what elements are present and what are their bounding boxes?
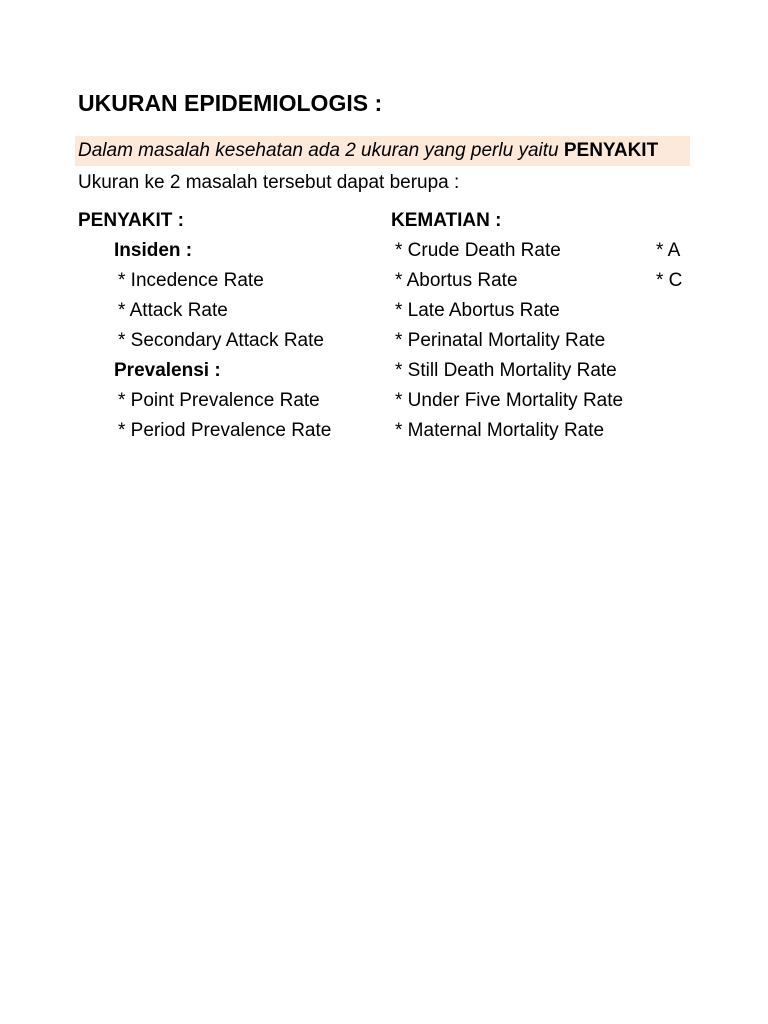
list-item: * C [656,270,683,291]
intro-highlighted-line [75,136,690,166]
intro-text: Dalam masalah kesehatan ada 2 ukuran yang perlu yaitu [78,140,564,161]
list-item: * Under Five Mortality Rate [395,390,624,411]
list-item: * Point Prevalence Rate [118,390,320,411]
page-title: UKURAN EPIDEMIOLOGIS : [78,90,383,116]
prevalensi-label: Prevalensi : [114,360,221,381]
list-item: * Abortus Rate [395,270,518,291]
list-item: * Still Death Mortality Rate [395,360,617,381]
list-item: * Incedence Rate [118,270,264,291]
list-item: * A [656,240,681,261]
third-column-spacer [656,206,682,236]
list-item: * Late Abortus Rate [395,300,560,321]
insiden-label: Insiden : [114,240,193,261]
penyakit-column [78,206,331,446]
list-item: * Maternal Mortality Rate [395,420,605,441]
third-column-cut-off [656,206,682,296]
kematian-heading: KEMATIAN : [391,210,502,231]
list-item: * Crude Death Rate [395,240,561,261]
list-item: * Attack Rate [118,300,228,321]
intro-second-line: Ukuran ke 2 masalah tersebut dapat berupa : [78,172,460,193]
kematian-column [391,206,623,446]
list-item: * Secondary Attack Rate [118,330,324,351]
list-item: * Period Prevalence Rate [118,420,332,441]
penyakit-heading: PENYAKIT : [78,210,184,231]
intro-bold-keyword: PENYAKIT [563,140,659,161]
list-item: * Perinatal Mortality Rate [395,330,606,351]
